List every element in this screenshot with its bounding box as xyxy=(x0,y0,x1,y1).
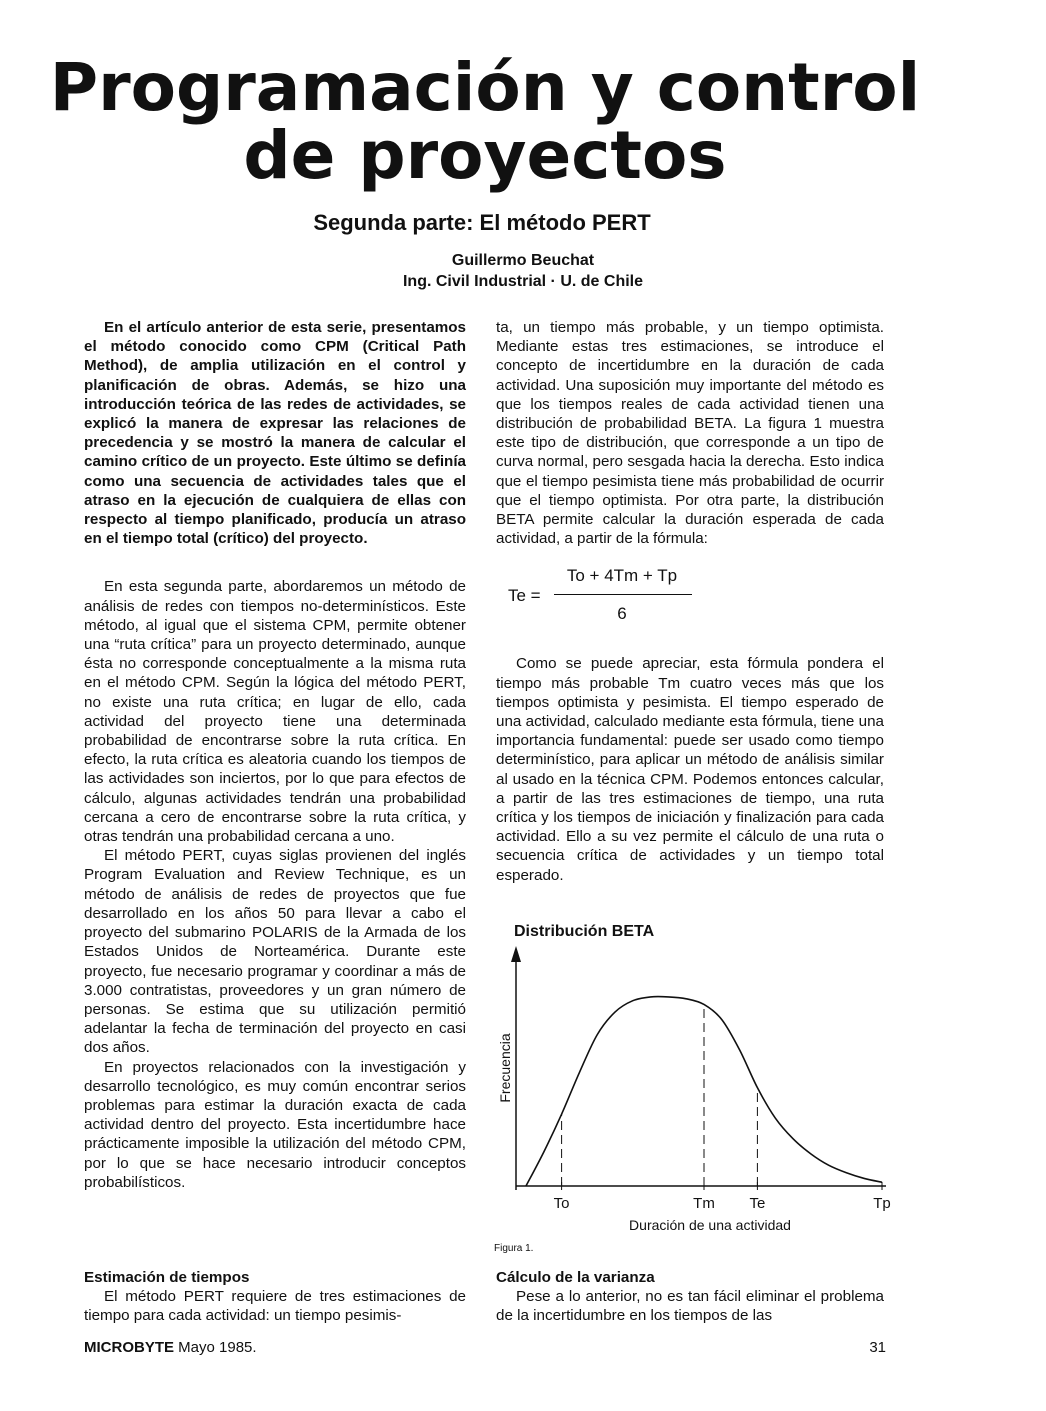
issue-date: Mayo 1985. xyxy=(178,1339,257,1356)
x-tick-label-tp: Tp xyxy=(873,1195,891,1212)
left-column xyxy=(84,318,466,1192)
body-paragraph: Como se puede apreciar, esta fórmula pondera el tiempo más probable Tm cuatro veces más que los tiempos optimista y pesimista. El tiempo esperado de una actividad, calculado mediante esta fórmula, tiene una importancia fundamental: puede ser usado como tiempo determinístico, para aplicar un método de análisis similar al usado en la técnica CPM. Podemos entonces calcular, a partir de las tres estimaciones de tiempo, una ruta crítica y los tiempos de iniciación y finalización para cada actividad. Ello a su vez permite el cálculo de una ruta o secuencia crítica de actividades y un tiempo total esperado. xyxy=(496,655,884,884)
footer-magazine xyxy=(84,1339,257,1356)
chart-title: Distribución BETA xyxy=(514,923,655,940)
body-paragraph: ta, un tiempo más probable, y un tiempo optimista. Mediante estas tres estimaciones, se introduce el concepto de incertidumbre en la duración de cada actividad. Una suposición muy importante del método es que los tiempos reales de cada actividad tienen una distribución de probabilidad BETA. La figura 1 muestra este tipo de distribución, que corresponde a un tipo de curva normal, pero sesgada hacia la derecha. Esto indica que el tiempo pesimista tiene más probabilidad de ocurrir que el tiempo optimista. Por otra parte, la distribución BETA permite calcular la duración esperada de cada actividad, a partir de la fórmula: xyxy=(496,319,884,548)
author-name: Guillermo Beuchat xyxy=(451,252,595,269)
chart-axes xyxy=(511,946,886,1190)
formula-denominator: 6 xyxy=(617,604,627,624)
formula-numerator: To + 4Tm + Tp xyxy=(566,566,678,586)
x-tick-label-tm: Tm xyxy=(693,1195,715,1212)
beta-distribution-chart xyxy=(484,918,891,1264)
section-heading-varianza: Cálculo de la varianza xyxy=(496,1269,655,1286)
section-heading-estimacion: Estimación de tiempos xyxy=(84,1269,250,1286)
body-paragraph: En esta segunda parte, abordaremos un método de análisis de redes con tiempos no-determinísticos. Este método, al igual que el sistema CPM, permite obtener una “ruta crítica” para un proyecto determinado, aunque ésta no corresponde conceptualmente a la misma ruta en el método CPM. Según la lógica del método PERT, no existe una ruta crítica; en lugar de ello, cada actividad del proyecto tiene una determinada probabilidad de encontrarse sobre la ruta crítica. En efecto, la ruta crítica es aleatoria cuando los tiempos de las actividades son inciertos, por lo que para efectos de cálculo, algunas actividades tendrán una probabilidad cercana a cero de encontrarse sobre la ruta crítica, y otras tendrán una probabilidad cercana a uno. xyxy=(84,578,466,846)
chart-guides xyxy=(562,1004,758,1186)
figure-caption: Figura 1. xyxy=(494,1243,534,1254)
body-paragraph: En proyectos relacionados con la investigación y desarrollo tecnológico, es muy común encontrar serios problemas para estimar la duración exacta de cada actividad dentro del proyecto. Esta incertidumbre hace prácticamente imposible la utilización del método CPM, por lo que se hace necesario introducir conceptos probabilísticos. xyxy=(84,1058,466,1191)
section-varianza xyxy=(496,1287,884,1325)
article-subtitle: Segunda parte: El método PERT xyxy=(313,210,651,235)
x-tick-label-to: To xyxy=(553,1195,570,1212)
body-paragraph: Pese a lo anterior, no es tan fácil eliminar el problema de la incertidumbre en los tiempos de las xyxy=(496,1288,884,1325)
magazine-name: MICROBYTE xyxy=(84,1339,174,1356)
right-column xyxy=(496,318,884,885)
y-axis-arrow xyxy=(511,946,521,962)
chart-x-label: Duración de una actividad xyxy=(629,1217,791,1233)
author-affiliation: Ing. Civil Industrial · U. de Chile xyxy=(402,273,644,290)
lead-paragraph: En el artículo anterior de esta serie, presentamos el método conocido como CPM (Critical Path Method), de amplia utilización en el control y planificación de obras. Además, se hizo una introducción teórica de las redes de actividades, se explicó la manera de expresar las relaciones de precedencia y se mostró la manera de calcular el camino crítico de un proyecto. Este último se definía como una secuencia de actividades tales que el atraso en la ejecución de cualquiera de ellas con respecto al tiempo planificado, producía un atraso en el tiempo total (crítico) del proyecto. xyxy=(84,319,466,548)
body-paragraph: El método PERT requiere de tres estimaciones de tiempo para cada actividad: un tiempo pesimis- xyxy=(84,1288,466,1325)
article-title-line2: de proyectos xyxy=(243,117,727,194)
article-title-line1: Programación y control xyxy=(49,49,921,126)
formula-lhs: Te = xyxy=(508,586,541,606)
page-number: 31 xyxy=(869,1339,886,1356)
body-paragraph: El método PERT, cuyas siglas provienen del inglés Program Evaluation and Review Technique, es un método de análisis de redes de proyectos que fue desarrollado en los años 50 para llevar a cabo el proyecto del submarino POLARIS de la Armada de los Estados Unidos de Norteamérica. Durante este proyecto, fue necesario programar y coordinar a más de 3.000 contratistas, proveedores y un gran número de personas. Se estima que su utilización permitió adelantar la fecha de terminación del proyecto en casi dos años. xyxy=(84,847,466,1057)
formula-fraction-bar xyxy=(554,594,692,595)
formula-te xyxy=(496,562,884,644)
x-tick-label-te: Te xyxy=(749,1195,766,1212)
lead-gap xyxy=(84,548,466,577)
chart-y-label: Frecuencia xyxy=(497,1033,513,1103)
section-estimacion xyxy=(84,1287,466,1325)
